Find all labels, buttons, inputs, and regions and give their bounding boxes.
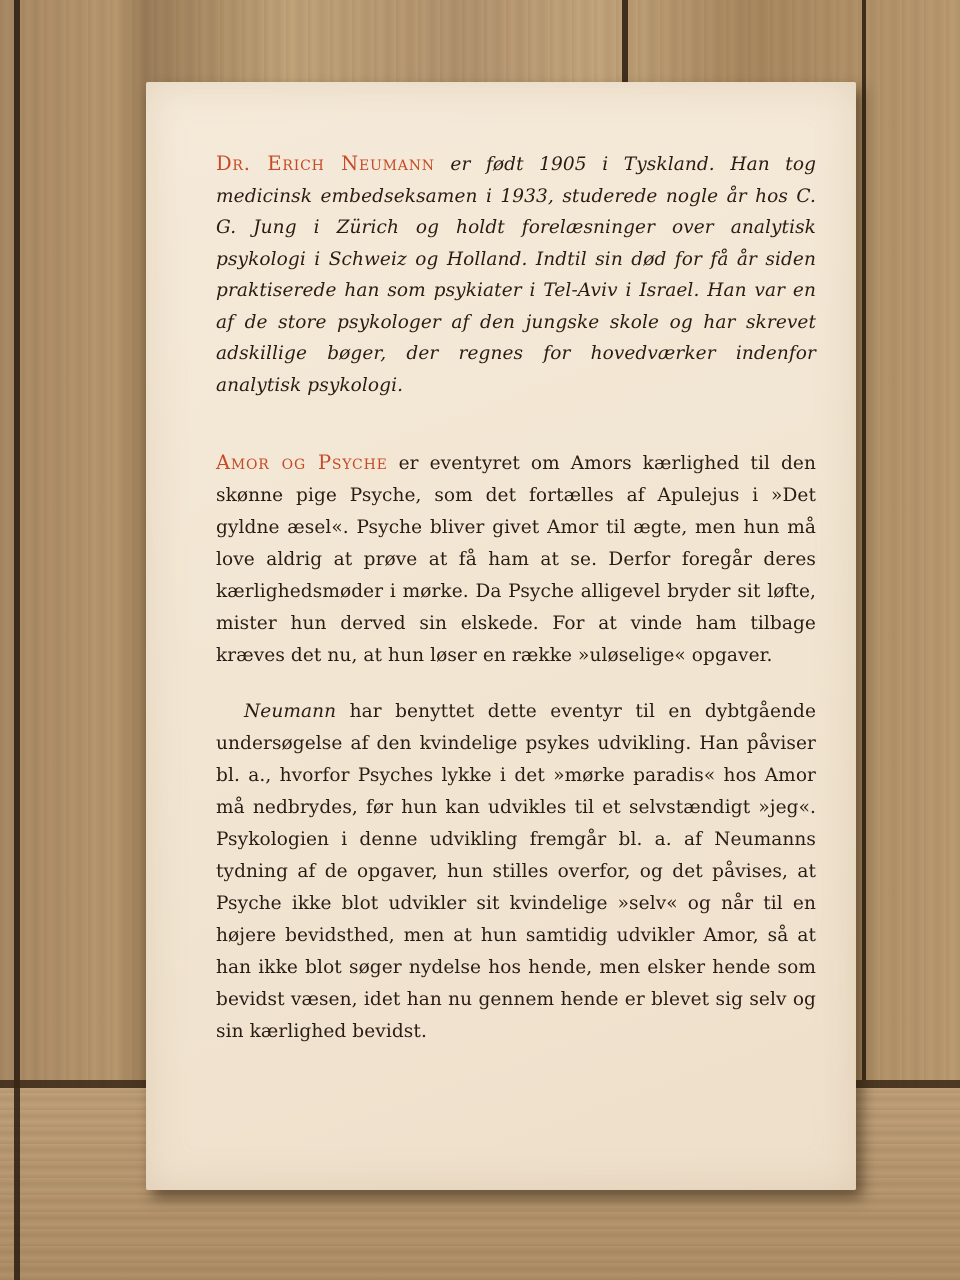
book-summary: [216, 447, 816, 672]
book-title: Amor og Psyche: [216, 451, 388, 474]
plank-gap: [862, 0, 866, 1080]
book-analysis-text: har benyttet dette eventyr til en dybtgående undersøgelse af den kvindelige psykes udvikling. Han påviser bl. a., hvorfor Psyches lykke i det »mørke paradis« hos Amor må nedbrydes, før hun kan udvikles til et selvstændigt »jeg«. Psykologien i denne udvikling fremgår bl. a. af Neumanns tydning af de opgaver, hun stilles overfor, og det påvises, at Psyche ikke blot udvikler sit kvindelige »selv« og når til en højere bevidsthed, men at hun samtidig udvikler Amor, så at han ikke blot søger nydelse hos hende, men elsker hende som bevidst væsen, idet han nu gennem hende er blevet sig selv og sin kærlighed bevidst.: [216, 701, 816, 1042]
book-back-cover: [146, 82, 856, 1190]
analysis-author-name: Neumann: [244, 701, 337, 722]
book-summary-text: er eventyret om Amors kærlighed til den skønne pige Psyche, som det fortælles af Apulejus i »Det gyldne æsel«. Psyche bliver givet Amor til ægte, men hun må love aldrig at prøve at få ham at se. Derfor foregår deres kærlighedsmøder i mørke. Da Psyche alligevel bryder sit løfte, mister hun derved sin elskede. For at vinde ham tilbage kræves det nu, at hun løser en række »uløselige« opgaver.: [216, 453, 816, 666]
cover-text: [216, 148, 816, 1072]
author-name: Dr. Erich Neumann: [216, 152, 435, 175]
plank-gap: [14, 0, 20, 1280]
book-analysis: [216, 696, 816, 1048]
author-bio: [216, 148, 816, 401]
plank-gap: [622, 0, 628, 90]
author-bio-text: er født 1905 i Tyskland. Han tog medicinsk embedseksamen i 1933, studerede nogle år hos C. G. Jung i Zürich og holdt forelæsninger over analytisk psykologi i Schweiz og Holland. Indtil sin død for få år siden praktiserede han som psykiater i Tel-Aviv i Israel. Han var en af de store psykologer af den jungske skole og har skrevet adskillige bøger, der regnes for hovedværker indenfor analytisk psykologi.: [216, 154, 817, 396]
